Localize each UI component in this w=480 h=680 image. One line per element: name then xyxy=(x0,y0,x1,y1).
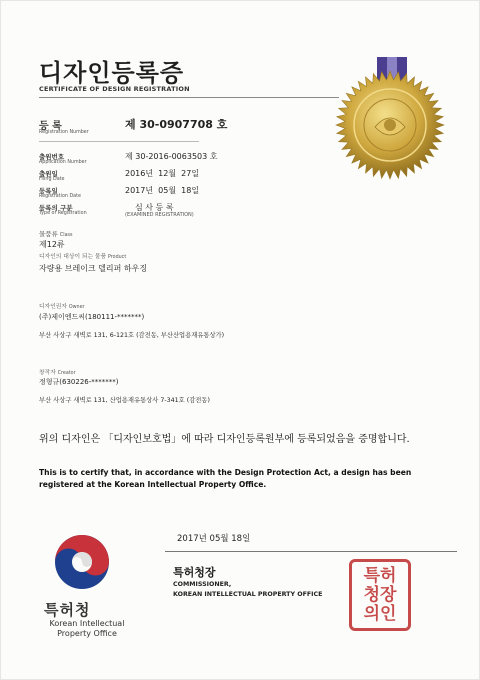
registration-label: 등 록 xyxy=(39,121,62,132)
certification-text-ko: 위의 디자인은 「디자인보호법」에 따라 디자인등록원부에 등록되었음을 증명합니다. xyxy=(39,434,410,445)
owner-label-ko: 디자인권자 xyxy=(39,304,67,310)
class-value: 제12류 xyxy=(39,240,65,249)
article-name: 자량용 브레이크 델리퍼 하우징 xyxy=(39,264,148,273)
article-label-en: Product xyxy=(107,255,127,260)
kipo-name-en xyxy=(43,619,131,639)
detail-label-en: Application Number xyxy=(39,160,87,165)
owner-label xyxy=(39,301,85,310)
kipo-name-ko: 특허청 xyxy=(44,601,91,619)
creator-label-en: Creator xyxy=(57,371,76,376)
registration-type-en: (EXAMINED REGISTRATION) xyxy=(125,212,194,218)
gold-seal xyxy=(327,57,453,183)
creator-label xyxy=(39,367,76,376)
class-label-en: Class xyxy=(59,233,73,238)
issue-date: 2017년 05월 18일 xyxy=(177,534,251,544)
certification-text-en: This is to certify that, in accordance with the Design Protection Act, a design has been registered at the Korean Intellectual Property Office. xyxy=(39,468,412,489)
signer-title: 특허청장 xyxy=(173,566,216,579)
class-label-ko: 물품류 xyxy=(39,230,58,238)
divider xyxy=(39,97,339,98)
seal-emblem-icon xyxy=(327,57,453,183)
kipo-name-en-line1: Korean Intellectual xyxy=(49,619,125,628)
article-label-ko: 디자인의 대상이 되는 물품 xyxy=(39,254,107,260)
creator-label-ko: 창작자 xyxy=(39,370,56,376)
owner-label-en: Owner xyxy=(68,305,85,310)
owner-name: (주)제이엔드씨(180111-*******) xyxy=(39,313,145,321)
page-subtitle: CERTIFICATE OF DESIGN REGISTRATION xyxy=(39,85,190,93)
detail-label-en: Filing Date xyxy=(39,177,65,182)
divider xyxy=(39,141,199,142)
official-stamp xyxy=(349,559,411,631)
detail-label: 등록일 xyxy=(39,187,58,195)
creator-address: 부산 사상구 새벽로 131, 산업용재유통상사 7-341호 (감전동) xyxy=(39,397,210,404)
article-label xyxy=(39,251,126,260)
kipo-logo-icon xyxy=(51,531,113,593)
detail-label-en: Type of Registration xyxy=(39,211,87,216)
registration-number: 제 30-0907708 호 xyxy=(125,118,228,131)
filing-date: 2016년 12월 27일 xyxy=(125,169,200,178)
application-number: 제 30-2016-0063503 호 xyxy=(125,152,218,161)
class-label xyxy=(39,229,73,238)
creator-name: 정형규(630226-*******) xyxy=(39,378,119,386)
signature-line xyxy=(165,551,457,552)
page-title: 디자인등록증 xyxy=(39,59,185,87)
signer-en-line2: KOREAN INTELLECTUAL PROPERTY OFFICE xyxy=(173,591,323,598)
owner-address: 부산 사상구 새벽로 131, 6-121호 (감전동, 부산산업용재유통상가) xyxy=(39,332,225,339)
signer-en-line1: COMMISSIONER, xyxy=(173,581,232,588)
kipo-name-en-line2: Property Office xyxy=(57,629,117,638)
stamp-text: 특허청장의인 xyxy=(363,565,397,624)
registration-date: 2017년 05월 18일 xyxy=(125,186,200,195)
detail-label: 출원번호 xyxy=(39,153,65,161)
detail-label: 등록의 구분 xyxy=(39,204,73,212)
registration-label-en: Registration Number xyxy=(39,130,89,135)
detail-label: 출원일 xyxy=(39,170,58,178)
detail-label-en: Registration Date xyxy=(39,194,81,199)
registration-type: 심 사 등 록 xyxy=(135,203,174,212)
